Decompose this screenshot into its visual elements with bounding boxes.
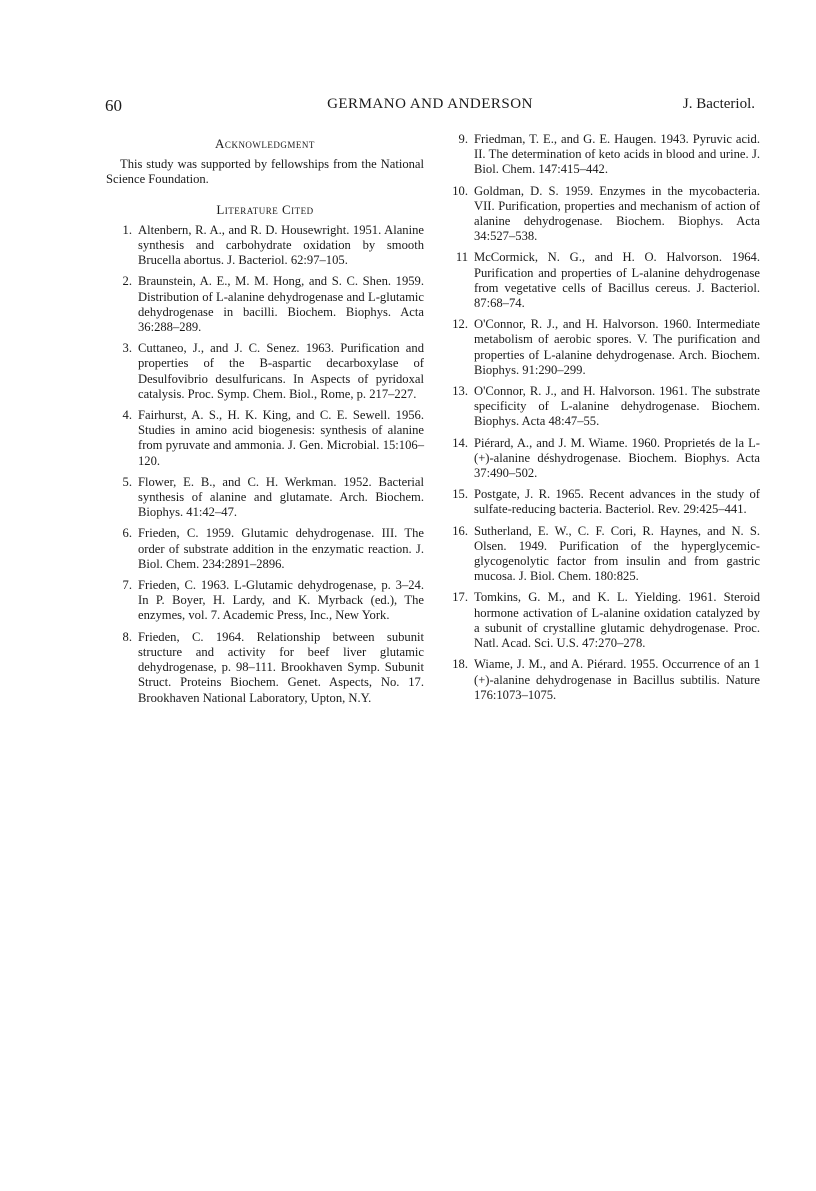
- reference-text: Cuttaneo, J., and J. C. Senez. 1963. Purification and properties of the B-aspartic decarboxylase of Desulfovibrio desulfuricans. In Aspects of pyridoxal catalysis. Proc. Symp. Chem. Biol., Rome, p. 217–227.: [138, 341, 424, 401]
- reference-text: Frieden, C. 1963. L-Glutamic dehydrogenase, p. 3–24. In P. Boyer, H. Lardy, and K. Myrback (ed.), The enzymes, vol. 7. Academic Press, Inc., New York.: [138, 578, 424, 623]
- reference-number: 15.: [452, 487, 468, 502]
- reference-item: [106, 475, 424, 521]
- reference-item: [442, 184, 760, 245]
- running-title: GERMANO AND ANDERSON: [327, 96, 533, 112]
- reference-number: 16.: [452, 523, 468, 538]
- reference-number: 17.: [452, 590, 468, 605]
- reference-text: Sutherland, E. W., C. F. Cori, R. Haynes, and N. S. Olsen. 1949. Purification of the hyperglycemic-glycogenolytic factor from insulin and from gastric mucosa. J. Biol. Chem. 180:825.: [474, 523, 760, 584]
- reference-item: [442, 132, 760, 178]
- reference-text: Piérard, A., and J. M. Wiame. 1960. Proprietés de la L-(+)-alanine déshydrogenase. Biochem. Biophys. Acta 37:490–502.: [474, 435, 760, 481]
- reference-text: O'Connor, R. J., and H. Halvorson. 1961. The substrate specificity of L-alanine dehydrogenase. Biochem. Biophys. Acta 48:47–55.: [474, 384, 760, 429]
- reference-text: O'Connor, R. J., and H. Halvorson. 1960. Intermediate metabolism of aerobic spores. V. The purification and properties of L-alanine dehydrogenase. Arch. Biochem. Biophys. 91:290–299.: [474, 317, 760, 377]
- acknowledgment-heading: Acknowledgment: [215, 136, 315, 151]
- reference-item: [442, 657, 760, 703]
- reference-number: 9.: [458, 132, 468, 146]
- reference-item: [106, 223, 424, 269]
- reference-item: [106, 408, 424, 469]
- reference-number: 11: [455, 250, 468, 265]
- reference-text: Tomkins, G. M., and K. L. Yielding. 1961. Steroid hormone activation of L-alanine oxidation catalyzed by a subunit of crystalline glutamic dehydrogenase. Proc. Natl. Acad. Sci. U.S. 47:270–278.: [474, 590, 760, 651]
- reference-number: 12.: [452, 317, 468, 332]
- reference-item: [442, 317, 760, 378]
- reference-item: [106, 274, 424, 335]
- acknowledgment-text: This study was supported by fellowships from the National Science Foundation.: [106, 157, 424, 187]
- reference-item: [442, 590, 760, 651]
- reference-text: Wiame, J. M., and A. Piérard. 1955. Occurrence of an 1 (+)-alanine dehydrogenase in Bacillus subtilis. Nature 176:1073–1075.: [474, 657, 760, 702]
- reference-number: 1.: [122, 222, 132, 237]
- reference-text: Goldman, D. S. 1959. Enzymes in the mycobacteria. VII. Purification, properties and mechanism of action of alanine dehydrogenase. Biochem. Biophys. Acta 34:527–538.: [474, 183, 760, 244]
- left-column: [106, 136, 424, 712]
- reference-text: Friedman, T. E., and G. E. Haugen. 1943. Pyruvic acid. II. The determination of keto acids in blood and urine. J. Biol. Chem. 147:415–442.: [474, 132, 760, 177]
- reference-number: 2.: [122, 274, 132, 289]
- reference-text: Frieden, C. 1964. Relationship between subunit structure and activity for beef liver glutamic dehydrogenase, p. 98–111. Brookhaven Symp. Subunit Struct. Proteins Biochem. Genet. Aspects, No. 17. Brookhaven National Laboratory, Upton, N.Y.: [138, 629, 424, 705]
- reference-number: 8.: [122, 629, 132, 644]
- reference-number: 5.: [122, 474, 132, 489]
- literature-heading: Literature Cited: [216, 201, 314, 217]
- reference-item: [106, 341, 424, 402]
- reference-item: [106, 630, 424, 706]
- reference-number: 7.: [122, 578, 132, 593]
- reference-text: Flower, E. B., and C. H. Werkman. 1952. Bacterial synthesis of alanine and glutamate. Arch. Biochem. Biophys. 41:42–47.: [138, 474, 424, 520]
- reference-item: [442, 487, 760, 517]
- reference-text: Braunstein, A. E., M. M. Hong, and S. C. Shen. 1959. Distribution of L-alanine dehydrogenase and L-glutamic dehydrogenase in bacilli. Biochem. Biophys. Acta 36:288–289.: [138, 274, 424, 335]
- reference-number: 13.: [452, 384, 468, 399]
- reference-item: [442, 250, 760, 311]
- reference-number: 14.: [452, 435, 468, 450]
- reference-number: 6.: [122, 526, 132, 541]
- journal-name: J. Bacteriol.: [682, 96, 755, 112]
- reference-text: Postgate, J. R. 1965. Recent advances in the study of sulfate-reducing bacteria. Bacteriol. Rev. 29:425–441.: [474, 487, 760, 517]
- reference-number: 18.: [452, 657, 468, 672]
- right-column: [442, 132, 760, 709]
- reference-text: Altenbern, R. A., and R. D. Housewright. 1951. Alanine synthesis and carbohydrate oxidation by smooth Brucella abortus. J. Bacteriol. 62:97–105.: [138, 222, 424, 268]
- reference-text: Fairhurst, A. S., H. K. King, and C. E. Sewell. 1956. Studies in amino acid biogenesis: synthesis of alanine from pyruvate and ammonia. J. Gen. Microbial. 15:106–120.: [138, 408, 424, 468]
- reference-item: [106, 526, 424, 572]
- reference-text: McCormick, N. G., and H. O. Halvorson. 1964. Purification and properties of L-alanine dehydrogenase from vegetative cells of Bacillus cereus. J. Bacteriol. 87:68–74.: [474, 250, 760, 311]
- reference-text: Frieden, C. 1959. Glutamic dehydrogenase. III. The order of substrate addition in the enzymatic reaction. J. Biol. Chem. 234:2891–2896.: [138, 526, 424, 571]
- page-number: 60: [105, 96, 122, 115]
- reference-number: 10.: [452, 183, 468, 198]
- reference-item: [442, 524, 760, 585]
- reference-item: [442, 436, 760, 482]
- page-header: [105, 96, 755, 122]
- reference-item: [106, 578, 424, 624]
- reference-number: 4.: [122, 408, 132, 423]
- reference-item: [442, 384, 760, 430]
- reference-number: 3.: [122, 341, 132, 356]
